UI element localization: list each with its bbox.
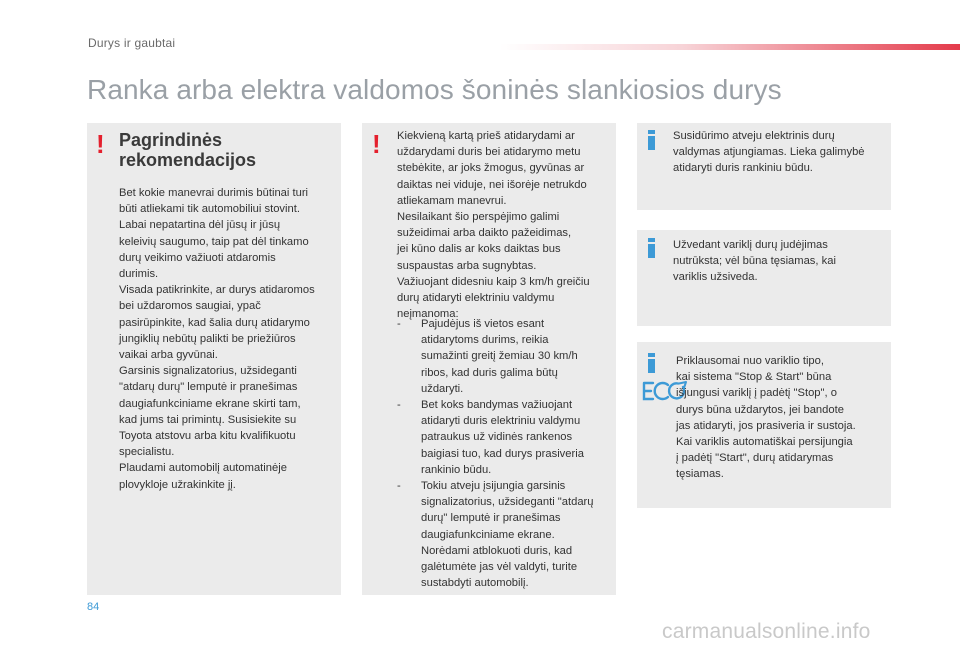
warning-exclamation-icon: !: [96, 129, 105, 159]
header-accent-bar: [500, 44, 960, 50]
page-title: Ranka arba elektra valdomos šoninės slankiosios durys: [87, 74, 782, 105]
list-dash: -: [397, 480, 401, 493]
page-number: 84: [87, 601, 100, 613]
warning-list: [397, 316, 613, 591]
info-icon: [648, 130, 655, 150]
list-item: [397, 397, 613, 478]
engine-start-info-text: Užvedant variklį durų judėjimas nutrūksta; vėl būna tęsiamas, kai variklis užsiveda.: [673, 239, 836, 284]
list-item-text: Bet koks bandymas važiuojant atidaryti duris elektriniu valdymu patraukus už vidinės rankenos baigiasi tuo, kad durys prasiveria rankinio būdu.: [421, 399, 584, 476]
recommendations-heading: Pagrindinės rekomendacijos: [119, 130, 257, 170]
section-header: Durys ir gaubtai: [88, 36, 176, 50]
list-dash: -: [397, 399, 401, 412]
warning-exclamation-icon: !: [372, 129, 381, 159]
info-icon: [648, 238, 655, 258]
collision-info-text: Susidūrimo atveju elektrinis durų valdymas atjungiamas. Lieka galimybė atidaryti duris rankiniu būdu.: [673, 130, 865, 175]
list-item-text: Pajudėjus iš vietos esant atidarytoms durims, reikia sumažinti greitį žemiau 30 km/h ribos, kad duris galima būtų uždaryti.: [421, 318, 578, 395]
list-item-text: Tokiu atveju įsijungia garsinis signalizatorius, užsideganti "atdarų durų" lemputė ir pranešimas daugiafunkciniame ekrane. Norėdami atblokuoti duris, kad galėtumėte jas vėl valdyti, turite sustabdyti automobilį.: [421, 480, 594, 590]
list-item: [397, 316, 613, 397]
warning-text: Kiekvieną kartą prieš atidarydami ar uždarydami duris bei atidarymo metu stebėkite, ar joks žmogus, gyvūnas ar daiktas nei viduje, nei išorėje netrukdo atliekamam manevrui. Nesilaikant šio perspėjimo galimi sužeidimai arba daikto pažeidimas, jei kūno dalis ar koks daiktas bus suspaustas arba sugnybtas. Važiuojant didesniu kaip 3 km/h greičiu durų atidaryti elektriniu valdymu neįmanoma:: [397, 130, 590, 321]
stop-start-info-text: Priklausomai nuo variklio tipo, kai sistema "Stop & Start" būna išjungusi variklį į padėtį "Stop", o durys būna uždarytos, jei bandote jas atidaryti, jos prasiveria ir sustoja. Kai variklis automatiškai persijungia į padėtį "Start", durų atidarymas tęsiamas.: [676, 355, 856, 481]
recommendations-text: Bet kokie manevrai durimis būtinai turi būti atliekami tik automobiliui stovint. Labai nepatartina dėl jūsų ir jūsų keleivių saugumo, taip pat dėl tinkamo durų veikimo važiuoti atdaromis durimis. Visada patikrinkite, ar durys atidaromos bei uždaromos saugiai, ypač pasirūpinkite, kad šalia durų atidarymo jungiklių nebūtų palikti be priežiūros vaikai arba gyvūnai. Garsinis signalizatorius, užsideganti "atdarų durų" lemputė ir pranešimas daugiafunkciniame ekrane skirti tam, kad jums tai primintų. Susisiekite su Toyota atstovu arba kitu kvalifikuotu specialistu. Plaudami automobilį automatinėje plovykloje užrakinkite jį.: [119, 187, 315, 491]
watermark: carmanualsonline.info: [662, 620, 871, 643]
list-dash: -: [397, 318, 401, 330]
list-item: [397, 478, 613, 591]
info-icon: [648, 353, 655, 373]
